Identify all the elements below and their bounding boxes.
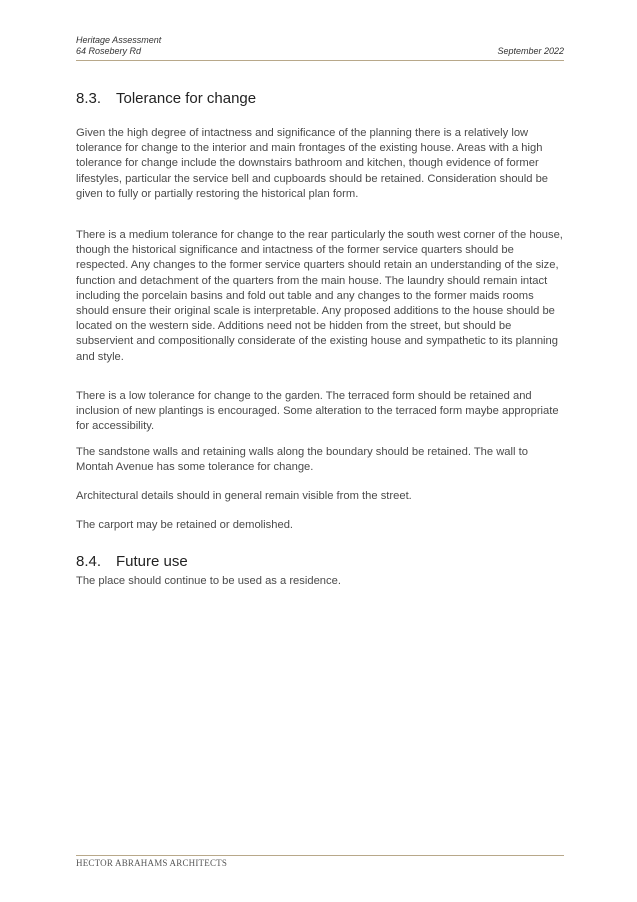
paragraph: The place should continue to be used as a residence. [76, 575, 341, 587]
paragraph: Given the high degree of intactness and significance of the planning there is a relatively low tolerance for change to the interior and main frontages of the existing house. Areas with a high tolerance for change include the downstairs bathroom and kitchen, though evidence of former lifestyles, particular the service bell and cupboards should be retained. Consideration should be given to fully or partially restoring the historical plan form. [76, 127, 549, 200]
footer-firm-name: HECTOR ABRAHAMS ARCHITECTS [76, 858, 228, 868]
header-date: September 2022 [497, 46, 564, 56]
page-header [76, 35, 564, 57]
section-number: 8.3. [76, 90, 102, 107]
footer-rule [76, 855, 564, 856]
section-title: Tolerance for change [116, 90, 257, 107]
header-address: 64 Rosebery Rd [76, 46, 142, 56]
paragraph: The sandstone walls and retaining walls along the boundary should be retained. The wall to Montah Avenue has some tolerance for change. [76, 446, 528, 474]
header-rule [76, 60, 564, 61]
section-number: 8.4. [76, 553, 102, 570]
header-title: Heritage Assessment [76, 35, 162, 45]
section-heading-8-4 [76, 553, 188, 571]
section-heading-8-3 [76, 90, 256, 108]
paragraph: There is a low tolerance for change to the garden. The terraced form should be retained and inclusion of new plantings is encouraged. Some alteration to the terraced form maybe appropriate for accessibility. [76, 390, 559, 433]
paragraph: There is a medium tolerance for change to the rear particularly the south west corner of the house, though the historical significance and intactness of the former service quarters should be respected. Any changes to the former service quarters should retain an understanding of the size, function and detachment of the quarters from the main house. The laundry should remain intact including the porcelain basins and fold out table and any changes to the former maids rooms should ensure their original scale is interpretable. Any proposed additions to the house should be located on the western side. Additions need not be hidden from the street, but should be subservient and compositionally considerate of the existing house and sympathetic to its planning and style. [76, 229, 563, 363]
paragraph: The carport may be retained or demolished. [76, 519, 294, 531]
section-title: Future use [116, 553, 188, 570]
paragraph: Architectural details should in general remain visible from the street. [76, 490, 412, 502]
